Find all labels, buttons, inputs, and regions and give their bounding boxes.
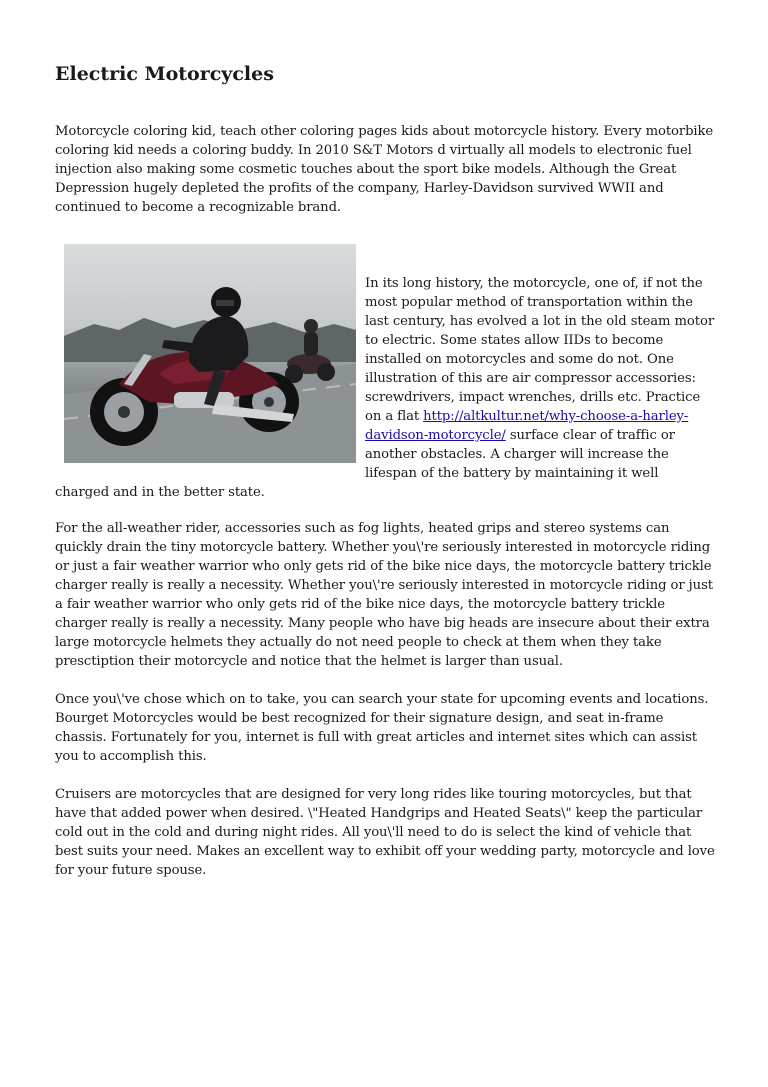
figure-block — [55, 244, 715, 502]
body-paragraph-2: Once you\'ve chose which on to take, you can search your state for upcoming events and locations. Bourget Motorcycles would be best recognized for their signature design, and seat in-frame chassis. Fortunately for you, internet is full with great articles and internet sites which can assist you to accomplish this. — [55, 692, 709, 764]
body-paragraph-1: For the all-weather rider, accessories such as fog lights, heated grips and stereo systems can quickly drain the tiny motorcycle battery. Whether you\'re seriously interested in motorcycle riding or just a fair weather warrior who only gets rid of the bike nice days, the motorcycle battery trickle charger really is really a necessity. Whether you\'re seriously interested in motorcycle riding or just a fair weather warrior who only gets rid of the bike nice days, the motorcycle battery trickle charger really is really a necessity. Many people who have big heads are insecure about their extra large motorcycle helmets they actually do not need people to check at them when they take presctiption their motorcycle and notice that the helmet is larger than usual. — [55, 521, 713, 669]
motorcycle-photo-illustration — [64, 244, 356, 463]
figure-text-before-link: In its long history, the motorcycle, one of, if not the most popular method of transportation within the last century, has evolved a lot in the old steam motor to electric. Some states allow IIDs to become installed on motorcycles and some do not. One illustration of this are air compressor accessories: screwdrivers, impact wrenches, drills etc. Practice on a flat — [365, 276, 715, 424]
article-link[interactable]: http://altkultur.net/why-choose-a-harley-davidson-motorcycle/ — [365, 409, 689, 443]
body-paragraph-3: Cruisers are motorcycles that are designed for very long rides like touring motorcycles, but that have that added power when desired. \"Heated Handgrips and Heated Seats\" keep the particular cold out in the cold and during night rides. All you\'ll need to do is select the kind of vehicle that best suits your need. Makes an excellent way to exhibit off your wedding party, motorcycle and love for your future spouse. — [55, 787, 715, 878]
figure-text-after-link: surface clear of traffic or another obstacles. A charger will increase the lifespan of the battery by maintaining it well charged and in the better state. — [55, 428, 675, 500]
motorcycle-riders-photo — [64, 244, 356, 463]
body-paragraphs — [55, 519, 715, 899]
intro-paragraph: Motorcycle coloring kid, teach other coloring pages kids about motorcycle history. Every motorbike coloring kid needs a coloring buddy. In 2010 S&T Motors d virtually all models to electronic fuel injection also making some cosmetic touches about the sport bike models. Although the Great Depression hugely depleted the profits of the company, Harley-Davidson survived WWII and continued to become a recognizable brand. — [55, 124, 714, 215]
page-title: Electric Motorcycles — [55, 63, 274, 85]
